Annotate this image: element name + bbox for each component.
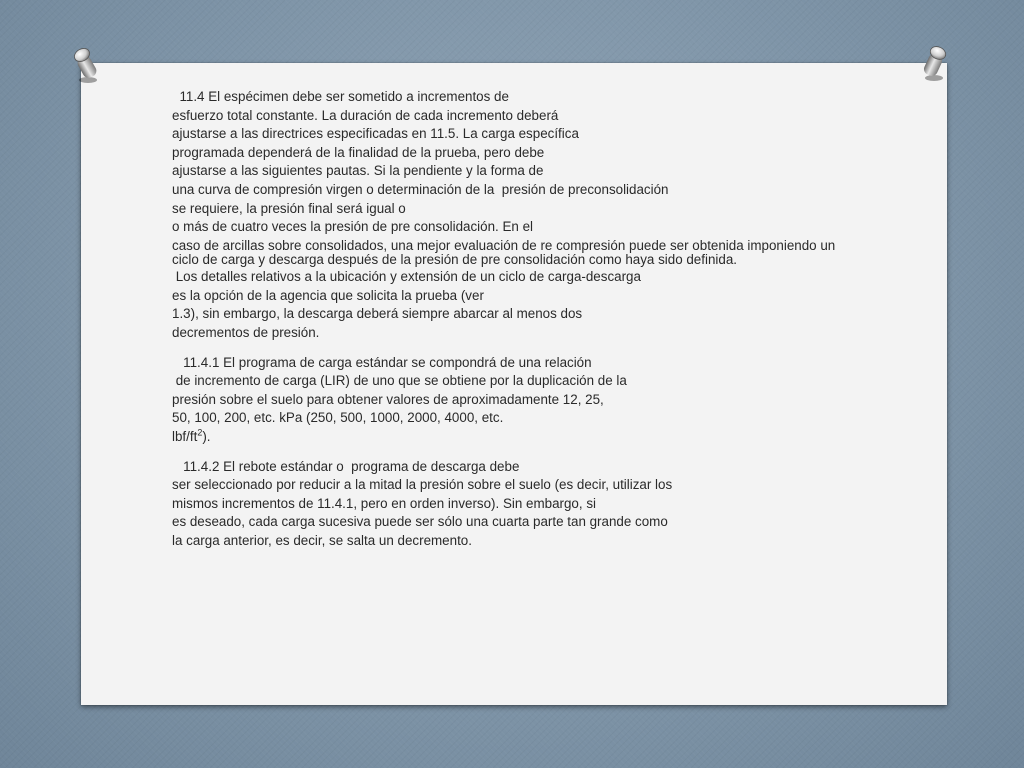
text-line: 50, 100, 200, etc. kPa (250, 500, 1000, 2000, 4000, etc. xyxy=(172,410,504,426)
text-line: presión sobre el suelo para obtener valores de aproximadamente 12, 25, xyxy=(172,391,604,407)
pushpin-icon xyxy=(68,44,104,84)
text-line: se requiere, la presión final será igual o xyxy=(172,200,406,216)
text-line: mismos incrementos de 11.4.1, pero en orden inverso). Sin embargo, si xyxy=(172,495,596,511)
unit-prefix: lbf/ft xyxy=(172,428,198,444)
text-line: esfuerzo total constante. La duración de cada incremento deberá xyxy=(172,107,559,123)
text-line: es deseado, cada carga sucesiva puede ser sólo una cuarta parte tan grande como xyxy=(172,514,668,530)
text-line: ajustarse a las directrices especificadas en 11.5. La carga específica xyxy=(172,126,579,142)
text-line: Los detalles relativos a la ubicación y extensión de un ciclo de carga-descarga xyxy=(172,269,641,285)
text-line: 11.4.2 El rebote estándar o programa de descarga debe xyxy=(172,458,520,474)
unit-superscript: 2 xyxy=(197,427,203,438)
text-line: programada dependerá de la finalidad de la prueba, pero debe xyxy=(172,144,545,160)
document-body xyxy=(172,88,862,550)
paragraph-gap xyxy=(172,447,862,458)
text-line: ajustarse a las siguientes pautas. Si la pendiente y la forma de xyxy=(172,163,544,179)
text-line: 11.4 El espécimen debe ser sometido a incrementos de xyxy=(172,89,509,104)
text-line-unit xyxy=(172,428,862,447)
text-line: decrementos de presión. xyxy=(172,324,320,340)
text-line: ser seleccionado por reducir a la mitad la presión sobre el suelo (es decir, utilizar los xyxy=(172,477,673,493)
text-paragraph: caso de arcillas sobre consolidados, una mejor evaluación de re compresión puede ser obtenida imponiendo un ciclo de carga y descarga después de la presión de pre consolidación como haya sido definida. xyxy=(172,237,836,267)
paragraph-gap xyxy=(172,343,862,354)
text-line: 1.3), sin embargo, la descarga deberá siempre abarcar al menos dos xyxy=(172,306,583,322)
text-line: 11.4.1 El programa de carga estándar se compondrá de una relación xyxy=(172,354,592,370)
text-line: una curva de compresión virgen o determinación de la presión de preconsolidación xyxy=(172,181,669,197)
unit-suffix: ). xyxy=(202,428,211,444)
text-line: es la opción de la agencia que solicita la prueba (ver xyxy=(172,287,484,303)
text-line: de incremento de carga (LIR) de uno que se obtiene por la duplicación de la xyxy=(172,373,627,389)
text-line: la carga anterior, es decir, se salta un decremento. xyxy=(172,532,472,548)
pushpin-icon xyxy=(916,42,952,82)
text-line: o más de cuatro veces la presión de pre consolidación. En el xyxy=(172,219,534,235)
